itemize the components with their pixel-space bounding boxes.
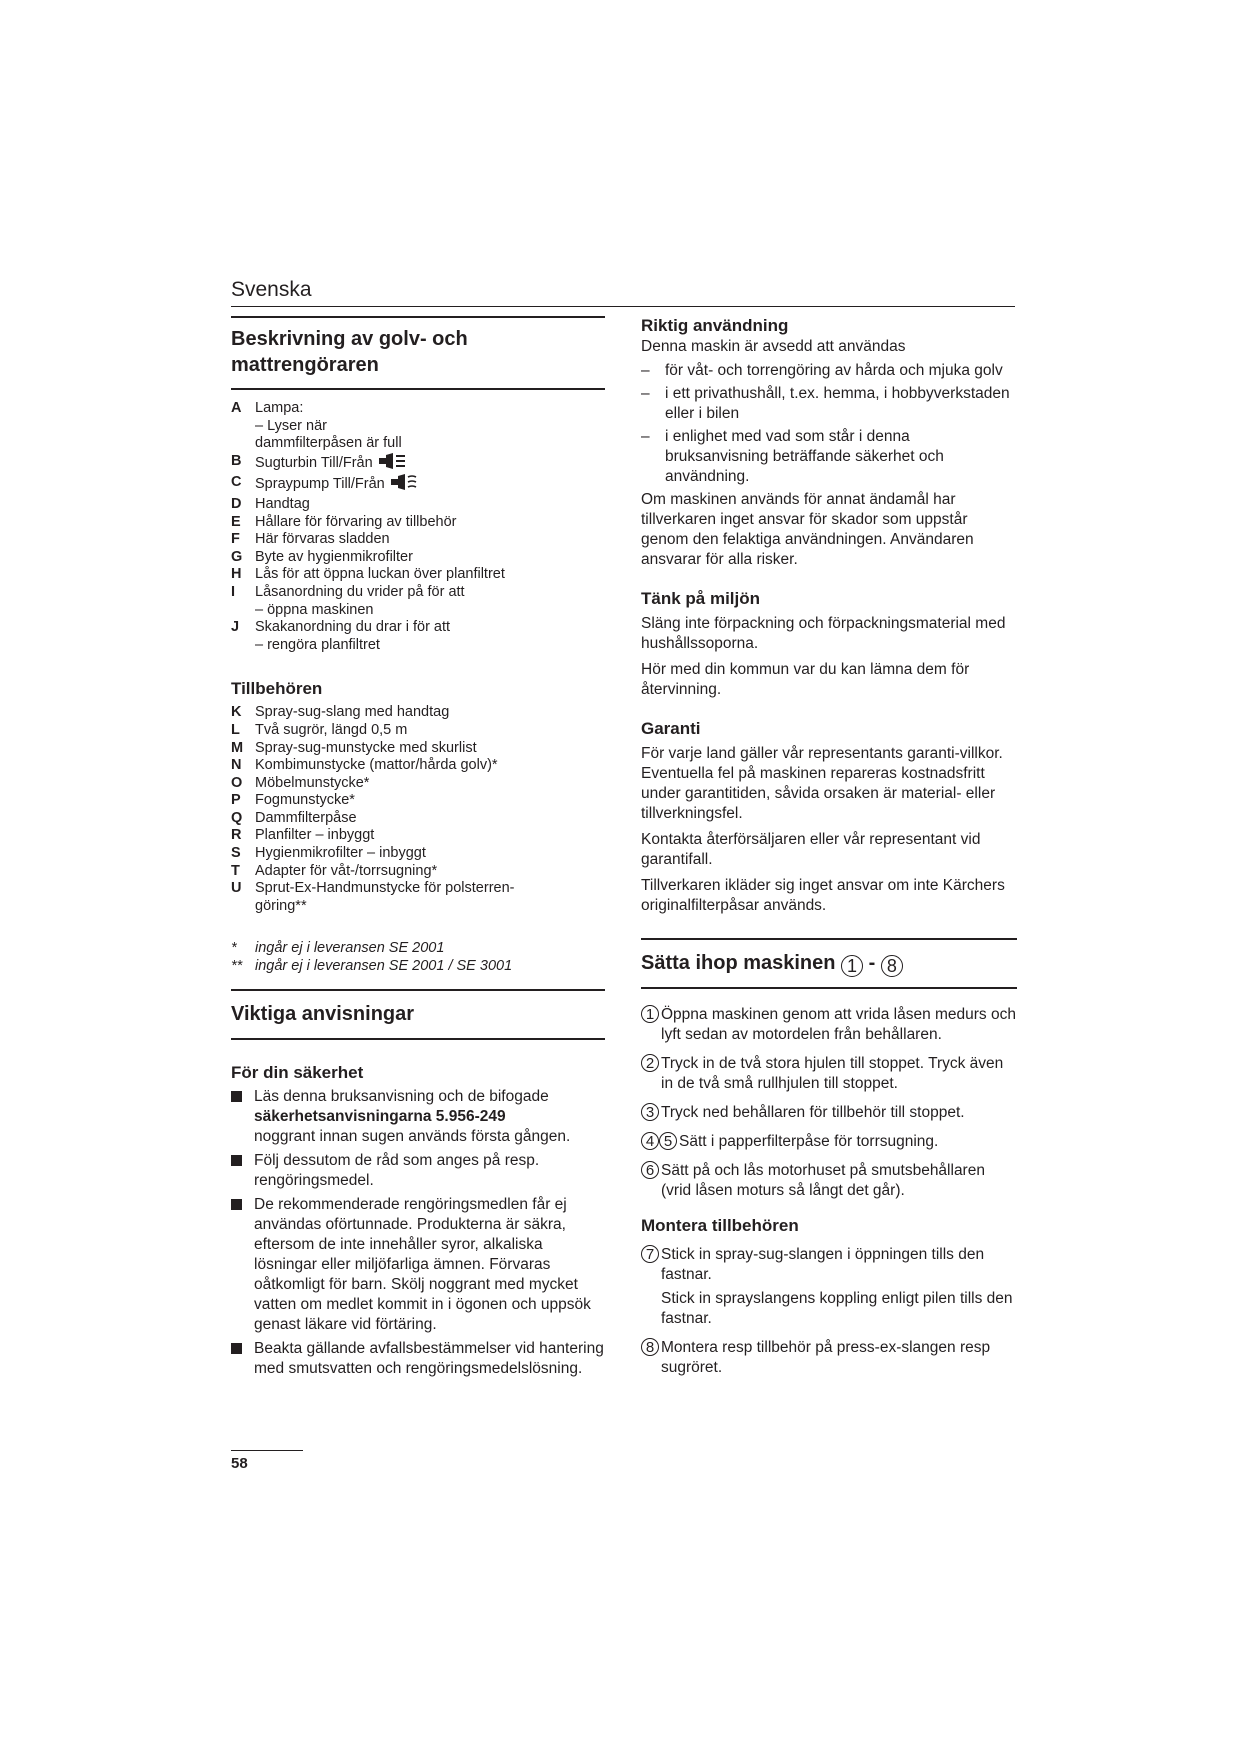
step-main-text: Sätt i papperfilterpåse för torrsugning. (679, 1133, 939, 1150)
legend-label: Hållare för förvaring av tillbehör (255, 513, 457, 530)
legend-letter: S (231, 845, 241, 862)
legend-label: – öppna maskinen (255, 601, 374, 618)
step-numbers (641, 1005, 659, 1045)
list-item (231, 722, 605, 740)
step-main-text: Montera resp tillbehör på press-ex-slangen resp sugröret. (661, 1339, 991, 1376)
safety-b2: Följ dessutom de råd som anges på resp. rengöringsmedel. (254, 1152, 540, 1190)
legend-letter: K (231, 704, 242, 721)
list-item (231, 549, 605, 567)
step-number-icon: 2 (641, 1054, 659, 1072)
list-item (231, 1339, 605, 1379)
step-item (641, 1161, 1017, 1201)
legend-letter (231, 637, 255, 655)
legend-text (255, 531, 605, 549)
legend-label: dammfilterpåsen är full (255, 435, 402, 452)
bullet-square-icon (231, 1343, 242, 1354)
legend-text (255, 863, 605, 881)
list-item (231, 792, 605, 810)
list-item (231, 1151, 605, 1191)
step-number-icon: 7 (641, 1245, 659, 1263)
page-number-rule (231, 1450, 303, 1451)
legend-text (255, 453, 605, 475)
legend-label: Dammfilterpåse (255, 809, 357, 826)
important-title: Viktiga anvisningar (231, 1003, 415, 1026)
legend-letter: A (231, 400, 242, 416)
legend-label: Låsanordning du vrider på för att (255, 583, 465, 600)
legend-label: Här förvaras sladden (255, 531, 390, 548)
dash-marker: – (641, 428, 650, 445)
mount-steps (641, 1245, 1017, 1378)
use-item-text: för våt- och torrengöring av hårda och mjuka golv (665, 362, 1003, 379)
use-title: Riktig användning (641, 316, 789, 335)
footnote-text: ingår ej i leveransen SE 2001 / SE 3001 (255, 958, 513, 975)
safety-b1-pre: Läs denna bruksanvisning och de bifogade (254, 1088, 549, 1106)
env-title: Tänk på miljön (641, 589, 761, 608)
env-p2: Hör med din kommun var du kan lämna dem för återvinning. (641, 661, 970, 698)
list-item (231, 810, 605, 828)
legend-letter: N (231, 757, 242, 774)
list-item (231, 704, 605, 722)
legend-text (255, 757, 605, 775)
dash-marker: – (641, 362, 650, 379)
list-item (231, 496, 605, 514)
step-number-icon: 1 (841, 955, 863, 977)
mount-title: Montera tillbehören (641, 1216, 799, 1235)
legend-label: Lås för att öppna luckan över planfiltret (255, 566, 505, 583)
legend-letter: U (231, 880, 242, 897)
legend-letter: D (231, 495, 242, 512)
step-item (641, 1005, 1017, 1045)
legend-letter: E (231, 513, 241, 530)
legend-label: Sprut-Ex-Handmunstycke för polsterren- (255, 880, 515, 897)
step-numbers (641, 1132, 677, 1152)
legend-text (255, 418, 605, 436)
step-number-icon: 3 (641, 1103, 659, 1121)
assembly-title: Sätta ihop maskinen (641, 952, 836, 974)
list-item (231, 637, 605, 655)
legend-text (255, 584, 605, 602)
legend-letter: J (231, 619, 240, 636)
list-item (231, 740, 605, 758)
list-item (231, 474, 605, 496)
legend-label: Spray-sug-slang med handtag (255, 704, 450, 721)
spray-icon (389, 474, 419, 496)
dash-marker: – (641, 385, 650, 402)
legend-text (255, 602, 605, 620)
assembly-steps (641, 1005, 1017, 1201)
legend-text (255, 810, 605, 828)
footnote-mark: ** (231, 958, 243, 975)
accessories-title: Tillbehören (231, 679, 323, 699)
use-outro: Om maskinen används för annat ändamål har tillverkaren inget ansvar för skador som uppstår genom den felaktiga användningen. Användaren ansvarar för alla risker. (641, 491, 974, 568)
footnote-item (231, 939, 605, 957)
legend-text (255, 435, 605, 453)
legend-letter (231, 602, 255, 620)
step-numbers (641, 1245, 659, 1329)
list-item (231, 418, 605, 436)
legend-text (255, 400, 605, 418)
step-numbers (641, 1338, 659, 1378)
list-item (231, 775, 605, 793)
legend-text (255, 740, 605, 758)
legend-text (255, 775, 605, 793)
step-main-text: Tryck in de två stora hjulen till stoppet. Tryck även in de två små rullhjulen till stoppet. (661, 1055, 1004, 1092)
step-number-icon: 1 (641, 1005, 659, 1023)
list-item (231, 757, 605, 775)
step-item (641, 1338, 1017, 1378)
legend-label: Möbelmunstycke* (255, 774, 370, 791)
legend-text (255, 637, 605, 655)
safety-list (231, 1087, 605, 1379)
parts-legend (231, 400, 605, 654)
list-item (231, 584, 605, 602)
step-item (641, 1132, 1017, 1152)
assembly-heading (641, 940, 1017, 987)
safety-b1-post: noggrant innan sugen används första gången. (254, 1128, 571, 1146)
warranty-p2: Kontakta återförsäljaren eller vår representant vid garantifall. (641, 831, 981, 868)
legend-text (255, 792, 605, 810)
legend-label: göring** (255, 897, 307, 914)
bullet-square-icon (231, 1155, 242, 1166)
legend-text (255, 619, 605, 637)
section-rule (231, 388, 605, 390)
legend-letter: H (231, 566, 242, 583)
legend-label: Lampa: (255, 400, 304, 416)
list-item (231, 898, 605, 916)
legend-letter: Q (231, 809, 243, 826)
step-extra-text: Stick in sprayslangens koppling enligt pilen tills den fastnar. (661, 1290, 1013, 1327)
accessories-legend (231, 704, 605, 915)
step-number-icon: 4 (641, 1132, 659, 1150)
step-text (661, 1005, 1017, 1045)
legend-label: Hygienmikrofilter – inbyggt (255, 845, 426, 862)
legend-text (255, 549, 605, 567)
assembly-separator: - (868, 952, 876, 974)
legend-letter: C (231, 474, 242, 491)
use-list (641, 361, 1017, 487)
footnote-text: ingår ej i leveransen SE 2001 (255, 940, 445, 957)
legend-letter: T (231, 862, 240, 879)
legend-letter: G (231, 548, 243, 565)
step-number-icon: 6 (641, 1161, 659, 1179)
legend-text (255, 845, 605, 863)
warranty-p1: För varje land gäller vår representants garanti-villkor. Eventuella fel på maskinen repareras kostnadsfritt under garantitiden, såvida orsaken är material- eller tillverkningsfel. (641, 745, 1003, 822)
page-number: 58 (231, 1455, 248, 1472)
legend-letter: F (231, 531, 240, 548)
footnote-item (231, 957, 605, 975)
legend-letter: L (231, 721, 240, 738)
step-number-icon: 8 (881, 955, 903, 977)
step-main-text: Tryck ned behållaren för tillbehör till stoppet. (661, 1104, 965, 1121)
step-main-text: Öppna maskinen genom att vrida låsen medurs och lyft sedan av motordelen från behållaren. (661, 1006, 1016, 1043)
legend-letter: R (231, 827, 242, 844)
step-numbers (641, 1161, 659, 1201)
legend-label: Planfilter – inbyggt (255, 827, 375, 844)
legend-letter: P (231, 792, 241, 809)
use-item-text: i enlighet med vad som står i denna bruksanvisning beträffande säkerhet och användning. (665, 428, 944, 485)
list-item (231, 514, 605, 532)
legend-label: Spraypump Till/Från (255, 476, 385, 493)
legend-label: Handtag (255, 495, 310, 512)
list-item (231, 863, 605, 881)
warranty-p3: Tillverkaren ikläder sig inget ansvar om inte Kärchers originalfilterpåsar används. (641, 877, 1005, 914)
legend-text (255, 880, 605, 898)
list-item (231, 880, 605, 898)
step-main-text: Stick in spray-sug-slangen i öppningen tills den fastnar. (661, 1246, 985, 1283)
legend-text (255, 704, 605, 722)
footnote-mark: * (231, 940, 237, 957)
legend-letter (231, 435, 255, 453)
step-text (661, 1338, 1017, 1378)
list-item (231, 531, 605, 549)
legend-letter (231, 898, 255, 916)
legend-label: Sugturbin Till/Från (255, 454, 373, 471)
legend-text (255, 474, 605, 496)
section-rule (231, 1038, 605, 1040)
legend-text (255, 496, 605, 514)
list-item (231, 619, 605, 637)
description-heading (231, 318, 605, 388)
step-text (661, 1103, 1017, 1123)
legend-label: Skakanordning du drar i för att (255, 619, 451, 636)
legend-label: Byte av hygienmikrofilter (255, 548, 413, 565)
step-text (679, 1132, 1017, 1152)
legend-text (255, 722, 605, 740)
legend-label: Två sugrör, längd 0,5 m (255, 721, 408, 738)
list-item (641, 361, 1017, 381)
step-numbers (641, 1054, 659, 1094)
safety-b3: De rekommenderade rengöringsmedlen får ej användas oförtunnade. Produkterna är säkra, eftersom de inte innehåller syror, alkaliska lösningar eller miljöfarliga ämnen. Förvaras oåtkomligt för barn. Skölj noggrant med mycket vatten om medlet kommit in i ögonen och uppsök genast läkare vid förtäring. (254, 1196, 591, 1334)
legend-label: Kombimunstycke (mattor/hårda golv)* (255, 757, 498, 774)
list-item (231, 827, 605, 845)
step-numbers (641, 1103, 659, 1123)
bullet-square-icon (231, 1199, 242, 1210)
list-item (641, 384, 1017, 424)
legend-label: Fogmunstycke* (255, 792, 355, 809)
legend-text (255, 898, 605, 916)
step-item (641, 1103, 1017, 1123)
step-text (661, 1161, 1017, 1201)
step-item (641, 1245, 1017, 1329)
legend-text (255, 827, 605, 845)
list-item (641, 427, 1017, 487)
list-item (231, 602, 605, 620)
legend-letter: O (231, 774, 243, 791)
use-intro: Denna maskin är avsedd att användas (641, 338, 906, 355)
use-item-text: i ett privathushåll, t.ex. hemma, i hobbyverkstaden eller i bilen (665, 385, 1010, 422)
step-text (661, 1245, 1017, 1329)
description-title-line1: Beskrivning av golv- och (231, 328, 468, 350)
left-column (231, 306, 605, 1383)
legend-label: – Lyser när (255, 417, 327, 434)
step-text (661, 1054, 1017, 1094)
step-number-icon: 8 (641, 1338, 659, 1356)
safety-b4: Beakta gällande avfallsbestämmelser vid hantering med smutsvatten och rengöringsmedelslösning. (254, 1340, 604, 1378)
warranty-title: Garanti (641, 719, 701, 738)
description-title-line2: mattrengöraren (231, 354, 379, 376)
env-p1: Släng inte förpackning och förpackningsmaterial med hushållssoporna. (641, 615, 1006, 652)
footnotes (231, 939, 605, 975)
legend-label: Adapter för våt-/torrsugning* (255, 862, 438, 879)
page-language-label: Svenska (231, 278, 312, 301)
list-item (231, 453, 605, 475)
safety-b1-bold: säkerhetsanvisningarna 5.956-249 (254, 1108, 506, 1126)
legend-label: – rengöra planfiltret (255, 636, 380, 653)
legend-letter: B (231, 452, 242, 469)
list-item (231, 1195, 605, 1335)
legend-letter: M (231, 739, 244, 756)
step-main-text: Sätt på och lås motorhuset på smutsbehållaren (vrid låsen moturs så långt det går). (661, 1162, 985, 1199)
right-column (641, 306, 1017, 1387)
list-item (231, 435, 605, 453)
legend-text (255, 514, 605, 532)
turbin-icon (377, 453, 407, 475)
legend-text (255, 566, 605, 584)
list-item (231, 845, 605, 863)
safety-title: För din säkerhet (231, 1063, 364, 1083)
step-item (641, 1054, 1017, 1094)
section-rule (641, 987, 1017, 989)
list-item (231, 400, 605, 418)
legend-letter (231, 418, 255, 436)
step-number-icon: 5 (659, 1132, 677, 1150)
legend-label: Spray-sug-munstycke med skurlist (255, 739, 477, 756)
legend-letter: I (231, 583, 236, 600)
bullet-square-icon (231, 1091, 242, 1102)
list-item (231, 1087, 605, 1147)
list-item (231, 566, 605, 584)
